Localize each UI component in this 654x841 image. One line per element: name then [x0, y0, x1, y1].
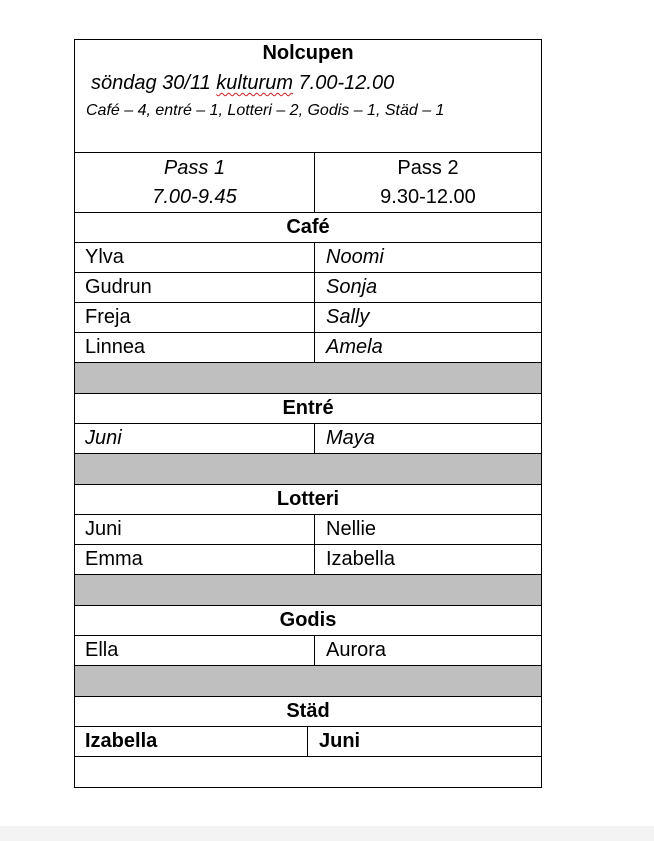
subtitle-time: 7.00-12.00 [293, 72, 395, 94]
pass-header-row [75, 153, 541, 213]
pass-2-label: Pass 2 [397, 156, 459, 179]
cafe-pass2-name: Amela [326, 336, 383, 358]
header-block [75, 40, 541, 153]
subtitle-venue: kulturum [216, 72, 293, 94]
table-row [75, 515, 541, 545]
schedule-table [74, 39, 542, 788]
pass-1-label: Pass 1 [163, 156, 226, 179]
section-divider [75, 575, 541, 606]
cafe-pass1-name: Ylva [75, 243, 315, 272]
cafe-pass2-name: Noomi [326, 246, 384, 268]
table-row [75, 545, 541, 575]
section-header-godis: Godis [75, 606, 541, 636]
section-header-stad: Städ [75, 697, 541, 727]
event-date-line [91, 72, 394, 95]
entre-pass2-name: Maya [326, 427, 375, 449]
godis-pass1-name: Ella [75, 636, 315, 665]
table-row [75, 243, 541, 273]
lotteri-pass2-name: Izabella [326, 548, 395, 570]
table-row [75, 636, 541, 666]
table-row [75, 333, 541, 363]
section-divider [75, 666, 541, 697]
cafe-pass1-name: Gudrun [75, 273, 315, 302]
document-title: Nolcupen [262, 42, 354, 64]
lotteri-pass1-name: Juni [75, 515, 315, 544]
table-row [75, 424, 541, 454]
stad-pass2-name: Juni [319, 730, 361, 752]
godis-pass2-name: Aurora [326, 639, 387, 661]
section-header-cafe: Café [75, 213, 541, 243]
empty-row [75, 757, 541, 787]
table-row [75, 273, 541, 303]
staffing-summary: Café – 4, entré – 1, Lotteri – 2, Godis – 1, Städ – 1 [86, 102, 445, 119]
pass-2-time: 9.30-12.00 [380, 185, 476, 208]
pass-1-header [75, 153, 315, 212]
lotteri-pass1-name: Emma [75, 545, 315, 574]
cafe-pass1-name: Linnea [75, 333, 315, 362]
page-footer-strip [0, 826, 654, 841]
table-row [75, 303, 541, 333]
cafe-pass1-name: Freja [75, 303, 315, 332]
subtitle-date: söndag 30/11 [91, 72, 217, 94]
entre-pass1-name: Juni [75, 424, 315, 453]
stad-pass1-name: Izabella [75, 727, 308, 756]
cafe-pass2-name: Sonja [326, 276, 378, 298]
section-divider [75, 454, 541, 485]
table-row [75, 727, 541, 757]
section-header-entre: Entré [75, 394, 541, 424]
cafe-pass2-name: Sally [326, 306, 370, 328]
section-header-lotteri: Lotteri [75, 485, 541, 515]
pass-2-header [315, 153, 541, 212]
section-divider [75, 363, 541, 394]
pass-1-time: 7.00-9.45 [152, 185, 237, 208]
lotteri-pass2-name: Nellie [326, 518, 377, 540]
